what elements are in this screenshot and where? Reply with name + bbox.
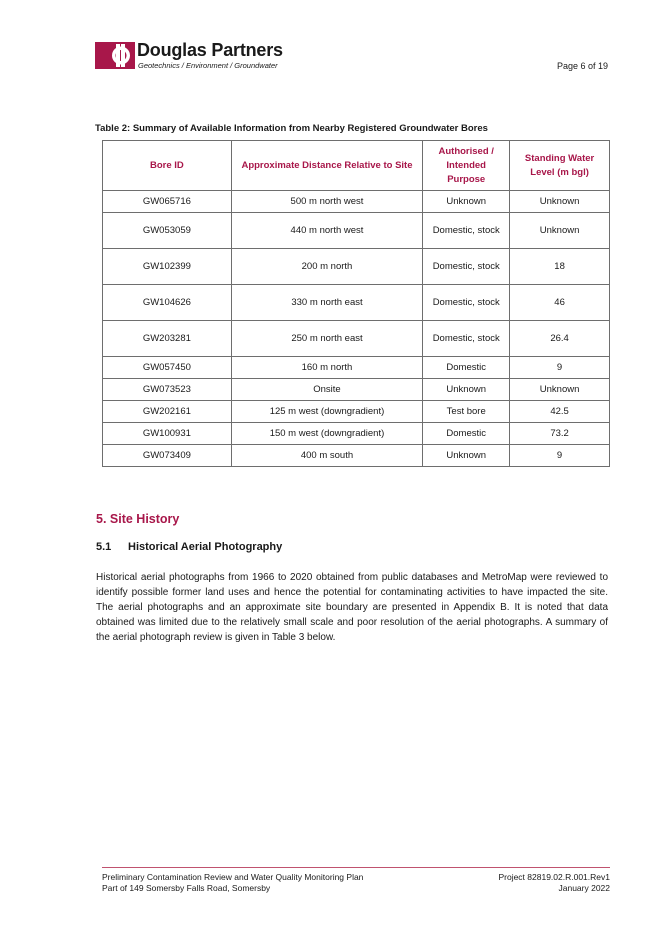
water-level-cell: 46: [510, 285, 610, 321]
bore-id-cell: GW053059: [103, 213, 232, 249]
footer-right: [498, 872, 610, 894]
douglas-partners-logo-icon: [95, 42, 135, 69]
table-row: [103, 249, 610, 285]
table-row: [103, 445, 610, 467]
water-level-cell: 26.4: [510, 321, 610, 357]
table-row: [103, 379, 610, 401]
purpose-cell: Domestic, stock: [423, 213, 510, 249]
distance-cell: 440 m north west: [231, 213, 423, 249]
body-paragraph: Historical aerial photographs from 1966 to 2020 obtained from public databases and MetroMap were reviewed to identify possible former land uses and hence the potential for contaminating activities to have impacted the site. The aerial photographs and an approximate site boundary are presented in Appendix B. It is noted that data obtained was limited due to the relatively small scale and poor resolution of the aerial photographs. A summary of the aerial photograph review is given in Table 3 below.: [96, 572, 608, 643]
bore-id-cell: GW100931: [103, 423, 232, 445]
subsection-number: 5.1: [96, 541, 112, 553]
distance-cell: 330 m north east: [231, 285, 423, 321]
footer-document-title: Preliminary Contamination Review and Water Quality Monitoring Plan: [102, 872, 364, 882]
column-header-distance: Approximate Distance Relative to Site: [231, 141, 423, 191]
purpose-cell: Unknown: [423, 445, 510, 467]
distance-cell: 160 m north: [231, 357, 423, 379]
table-row: [103, 423, 610, 445]
page-number: Page 6 of 19: [556, 61, 608, 71]
water-level-cell: 73.2: [510, 423, 610, 445]
table-header-row: [103, 141, 610, 191]
purpose-cell: Domestic, stock: [423, 321, 510, 357]
groundwater-bores-table: [102, 140, 610, 467]
distance-cell: 500 m north west: [231, 191, 423, 213]
water-level-cell: 9: [510, 445, 610, 467]
distance-cell: 400 m south: [231, 445, 423, 467]
column-header-bore-id: Bore ID: [103, 141, 232, 191]
table-caption: Table 2: Summary of Available Information from Nearby Registered Groundwater Bores: [95, 123, 488, 134]
bore-id-cell: GW203281: [103, 321, 232, 357]
footer-left: [102, 872, 363, 894]
table-row: [103, 285, 610, 321]
distance-cell: Onsite: [231, 379, 423, 401]
water-level-cell: Unknown: [510, 213, 610, 249]
bore-id-cell: GW073409: [103, 445, 232, 467]
water-level-cell: Unknown: [510, 379, 610, 401]
bore-id-cell: GW102399: [103, 249, 232, 285]
section-heading: 5. Site History: [96, 512, 180, 526]
distance-cell: 125 m west (downgradient): [231, 401, 423, 423]
water-level-cell: 42.5: [510, 401, 610, 423]
table-row: [103, 191, 610, 213]
bore-id-cell: GW057450: [103, 357, 232, 379]
distance-cell: 200 m north: [231, 249, 423, 285]
purpose-cell: Domestic: [423, 357, 510, 379]
brand-tagline: Geotechnics / Environment / Groundwater: [138, 61, 278, 70]
table-row: [103, 401, 610, 423]
water-level-cell: 18: [510, 249, 610, 285]
purpose-cell: Domestic, stock: [423, 285, 510, 321]
brand-name: Douglas Partners: [137, 40, 283, 60]
column-header-purpose: Authorised / Intended Purpose: [423, 141, 510, 191]
subsection-heading: [96, 541, 282, 553]
bore-id-cell: GW065716: [103, 191, 232, 213]
bore-id-cell: GW073523: [103, 379, 232, 401]
footer-site-address: Part of 149 Somersby Falls Road, Somersby: [102, 883, 271, 893]
distance-cell: 250 m north east: [231, 321, 423, 357]
purpose-cell: Test bore: [423, 401, 510, 423]
footer-project-number: Project 82819.02.R.001.Rev1: [498, 872, 610, 882]
subsection-title: Historical Aerial Photography: [128, 541, 283, 553]
purpose-cell: Unknown: [423, 191, 510, 213]
water-level-cell: Unknown: [510, 191, 610, 213]
table-row: [103, 357, 610, 379]
table-row: [103, 321, 610, 357]
column-header-water-level: Standing Water Level (m bgl): [510, 141, 610, 191]
water-level-cell: 9: [510, 357, 610, 379]
table-row: [103, 213, 610, 249]
distance-cell: 150 m west (downgradient): [231, 423, 423, 445]
footer-divider: [102, 867, 610, 868]
bore-id-cell: GW104626: [103, 285, 232, 321]
purpose-cell: Domestic: [423, 423, 510, 445]
purpose-cell: Domestic, stock: [423, 249, 510, 285]
purpose-cell: Unknown: [423, 379, 510, 401]
footer-date: January 2022: [558, 883, 610, 893]
bore-id-cell: GW202161: [103, 401, 232, 423]
